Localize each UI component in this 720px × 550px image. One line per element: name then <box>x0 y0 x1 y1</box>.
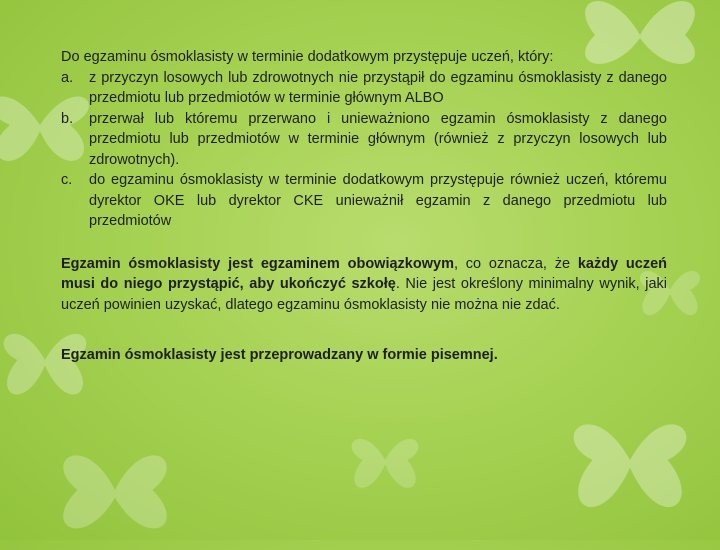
list-item <box>61 68 667 109</box>
butterfly-icon <box>40 430 190 550</box>
bold-statement: Egzamin ósmoklasisty jest przeprowadzany w formie pisemnej. <box>61 347 498 363</box>
list-marker: a. <box>61 69 74 86</box>
list-item <box>61 170 667 232</box>
slide-content <box>61 47 667 366</box>
butterfly-icon <box>555 390 705 530</box>
list-marker: c. <box>61 172 73 188</box>
obligation-paragraph <box>61 254 667 316</box>
butterfly-icon <box>340 420 430 500</box>
paragraph-text: , co oznacza, że <box>453 255 578 272</box>
intro-text: Do egzaminu ósmoklasisty w terminie dodatkowym przystępuje uczeń, który: <box>61 49 554 65</box>
list-item-text: przerwał lub któremu przerwano i unieważniono egzamin ósmoklasisty z danego przedmiotu lub przedmiotów w terminie głównym (również z przyczyn losowych lub zdrowotnych). <box>89 110 667 168</box>
list-marker: b. <box>61 110 74 127</box>
bold-statement: każdy uczeń musi do niego przystąpić, aby ukończyć szkołę <box>61 255 668 292</box>
exam-form-paragraph <box>61 345 667 366</box>
paragraph-text: . Nie jest określony minimalny wynik, jaki uczeń powinien uzyskać, dlatego egzaminu ósmoklasisty nie można nie zdać. <box>61 276 667 313</box>
bold-statement: Egzamin ósmoklasisty jest egzaminem obowiązkowym <box>61 255 454 272</box>
list-item-text: z przyczyn losowych lub zdrowotnych nie przystąpił do egzaminu ósmoklasisty z danego przedmiotu lub przedmiotów w terminie głównym ALBO <box>89 69 667 106</box>
list-item-text: do egzaminu ósmoklasisty w terminie dodatkowym przystępuje również uczeń, któremu dyrektor OKE lub dyrektor CKE unieważnił egzamin z danego przedmiotu lub przedmiotów <box>89 172 667 229</box>
options-list <box>61 68 667 232</box>
list-item <box>61 109 667 171</box>
